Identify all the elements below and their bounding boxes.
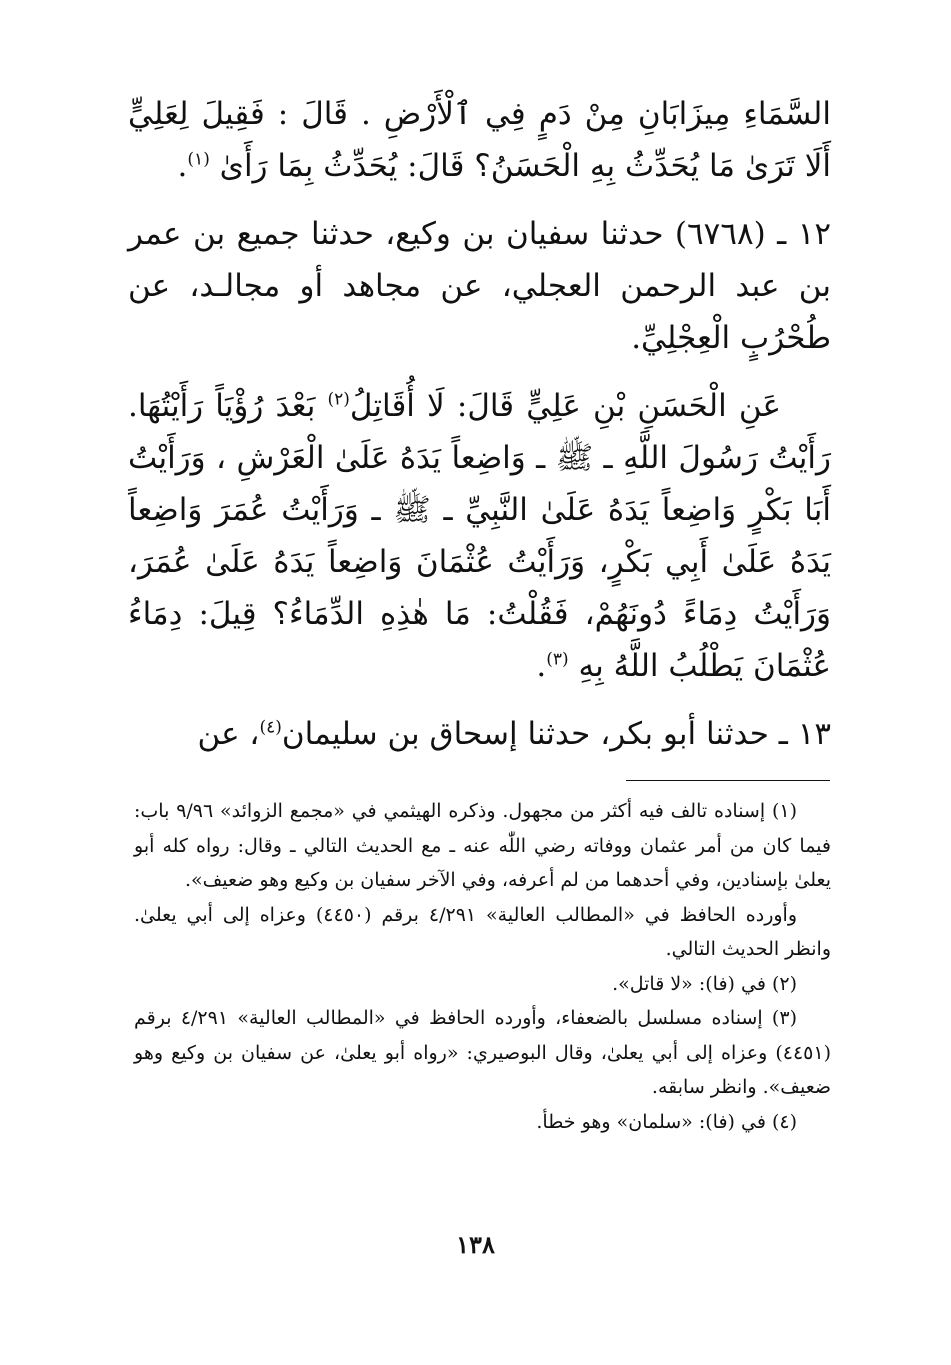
footnote-ref-2: (٢) [327,389,350,410]
footnotes [134,794,831,1139]
footnote-2: (٢) في (فا): «لا قاتل». [612,972,797,995]
paragraph-text-b: ، عن [197,716,260,752]
paragraph-text-a: ١٣ ـ حدثنا أبو بكر، حدثنا إسحاق بن سليمان [281,716,831,752]
footnote-1: (١) إسناده تالف فيه أكثر من مجهول. وذكره الهيثمي في «مجمع الزوائد» ٩/٩٦ باب: فيما كان من أمر عثمان ووفاته رضي اللّٰه عنه ـ مع الحديث التالي ـ وقال: رواه كله أبو يعلىٰ بإسنادين، وفي أحدهما من لم أعرفه، وفي الآخر سفيان بن وكيع وهو ضعيف». [134,800,831,891]
paragraph-text: السَّمَاءِ مِيزَابَانِ مِنْ دَمٍ فِي ٱلْأَرْضِ . قَالَ : فَقِيلَ لِعَلِيٍّ أَلَا تَرَىٰ مَا يُحَدِّثُ بِهِ الْحَسَنُ؟ قَالَ: يُحَدِّثُ بِمَا رَأَىٰ [128,96,831,184]
hadith-12-chain [128,208,831,364]
paragraph-end: . [536,648,547,684]
paragraph-text: ١٢ ـ (٦٧٦٨) حدثنا سفيان بن وكيع، حدثنا جميع بن عمر بن عبد الرحمن العجلي، عن مجاهد أو مجالـد، عن طُحْرُبٍ الْعِجْلِيِّ. [128,216,831,356]
footnote-ref-4: (٤) [259,717,282,738]
paragraph-end: . [177,148,188,184]
page-number: ١٣٨ [456,1230,495,1259]
paragraph-text-b: بَعْدَ رُؤْيَاً رَأَيْتُهَا. رَأَيْتُ رَسُولَ اللَّهِ ـ ﷺ ـ وَاضِعاً يَدَهُ عَلَىٰ الْعَرْشِ ، وَرَأَيْتُ أَبَا بَكْرٍ وَاضِعاً يَدَهُ عَلَىٰ النَّبِيِّ ـ ﷺ ـ وَرَأَيْتُ عُمَرَ وَاضِعاً يَدَهُ عَلَىٰ أَبِي بَكْرٍ، وَرَأَيْتُ عُثْمَانَ وَاضِعاً يَدَهُ عَلَىٰ عُمَرَ، وَرَأَيْتُ دِمَاءً دُونَهُمْ، فَقُلْتُ: مَا هٰذِهِ الدِّمَاءُ؟ قِيلَ: دِمَاءُ عُثْمَانَ يَطْلُبُ اللَّهُ بِهِ [128,388,831,684]
footnote-1-continued: وأورده الحافظ في «المطالب العالية» ٤/٢٩١ برقم (٤٤٥٠) وعزاه إلى أبي يعلىٰ. وانظر الحديث التالي. [134,903,831,960]
footnote-separator [626,780,830,781]
footnote-ref-3: (٣) [546,649,569,670]
footnote-3: (٣) إسناده مسلسل بالضعفاء، وأورده الحافظ في «المطالب العالية» ٤/٢٩١ برقم (٤٤٥١) وعزاه إلى أبي يعلىٰ، وقال البوصيري: «رواه أبو يعلىٰ، عن سفيان بن وكيع وهو ضعيف». وانظر سابقه. [134,1007,831,1098]
footnote-ref-1: (١) [187,149,210,170]
hadith-13-chain [128,708,831,760]
hadith-12-matn [128,380,831,692]
paragraph-text-a: عَنِ الْحَسَنِ بْنِ عَلِيٍّ قَالَ: لَا أُقَاتِلُ [349,388,781,424]
footnote-4: (٤) في (فا): «سلمان» وهو خطأ. [536,1110,797,1133]
main-text [128,88,831,760]
paragraph-continuation [128,88,831,192]
